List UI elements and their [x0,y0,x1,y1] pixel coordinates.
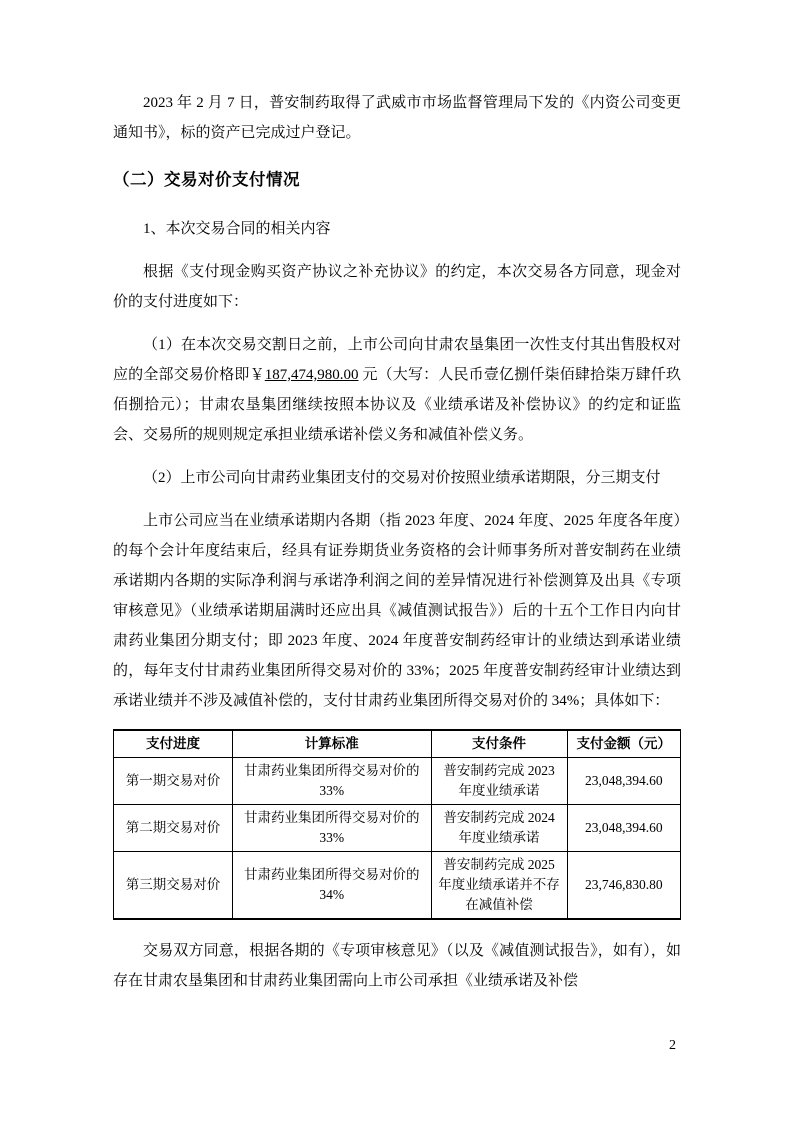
paragraph-installment-detail: 上市公司应当在业绩承诺期内各期（指 2023 年度、2024 年度、2025 年度各年度）的每个会计年度结束后，经具有证券期货业务资格的会计师事务所对普安制药在业绩承诺期内各期的实际净利润与承诺净利润之间的差异情况进行补偿测算及出具《专项审核意见》（业绩承诺期届满时还应出具《减值测试报告》）后的十五个工作日内向甘肃药业集团分期支付；即 2023 年度、2024 年度普安制药经审计的业绩达到承诺业绩的，每年支付甘肃药业集团所得交易对价的 33%；2025 年度普安制药经审计业绩达到承诺业绩并不涉及减值补偿的，支付甘肃药业集团所得交易对价的 34%；具体如下： [113,513,681,709]
cell-amount: 23,746,830.80 [567,852,680,920]
cell-condition: 普安制药完成 2023 年度业绩承诺 [431,758,567,805]
table-header-row [114,730,681,758]
table-row [114,805,681,852]
paragraph-special-review: 交易双方同意，根据各期的《专项审核意见》（以及《减值测试报告》，如有），如存在甘肃农垦集团和甘肃药业集团需向上市公司承担《业绩承诺及补偿 [113,943,681,989]
section-heading-payment: （二）交易对价支付情况 [113,171,300,189]
page-number: 2 [669,1038,676,1053]
cell-stage: 第一期交易对价 [114,758,233,805]
cell-basis: 甘肃药业集团所得交易对价的 33% [233,805,431,852]
cell-stage: 第二期交易对价 [114,805,233,852]
table-header-amount: 支付金额（元） [567,730,680,758]
payment-schedule-table [113,729,681,920]
paragraph-payment-2: （2）上市公司向甘肃药业集团支付的交易对价按照业绩承诺期限，分三期支付 [143,470,661,486]
table-header-basis: 计算标准 [233,730,431,758]
cell-condition: 普安制药完成 2024 年度业绩承诺 [431,805,567,852]
paragraph-registration: 2023 年 2 月 7 日，普安制药取得了武威市市场监督管理局下发的《内资公司变更通知书》，标的资产已完成过户登记。 [113,95,681,141]
cell-amount: 23,048,394.60 [567,805,680,852]
transaction-amount: 187,474,980.00 [264,367,359,383]
cell-amount: 23,048,394.60 [567,758,680,805]
table-header-stage: 支付进度 [114,730,233,758]
cell-condition: 普安制药完成 2025 年度业绩承诺并不存在减值补偿 [431,852,567,920]
paragraph-text-post: 元（大写：人民币壹亿捌仟柒佰肆拾柒万肆仟玖佰捌拾元）；甘肃农垦集团继续按照本协议及《业绩承诺及补偿协议》的约定和证监会、交易所的规则规定承担业绩承诺补偿义务和减值补偿义务。 [113,367,681,443]
table-row [114,852,681,920]
cell-stage: 第三期交易对价 [114,852,233,920]
cell-basis: 甘肃药业集团所得交易对价的 34% [233,852,431,920]
paragraph-agreement: 根据《支付现金购买资产协议之补充协议》的约定，本次交易各方同意，现金对价的支付进度如下： [113,264,681,310]
subsection-item-1: 1、本次交易合同的相关内容 [143,221,331,237]
cell-basis: 甘肃药业集团所得交易对价的 33% [233,758,431,805]
paragraph-payment-1 [113,330,681,450]
table-row [114,758,681,805]
paragraph-text-pre: （1）在本次交易交割日之前，上市公司向甘肃农垦集团一次性支付其出售股权对应的全部交易价格即￥ [113,337,681,383]
table-header-condition: 支付条件 [431,730,567,758]
